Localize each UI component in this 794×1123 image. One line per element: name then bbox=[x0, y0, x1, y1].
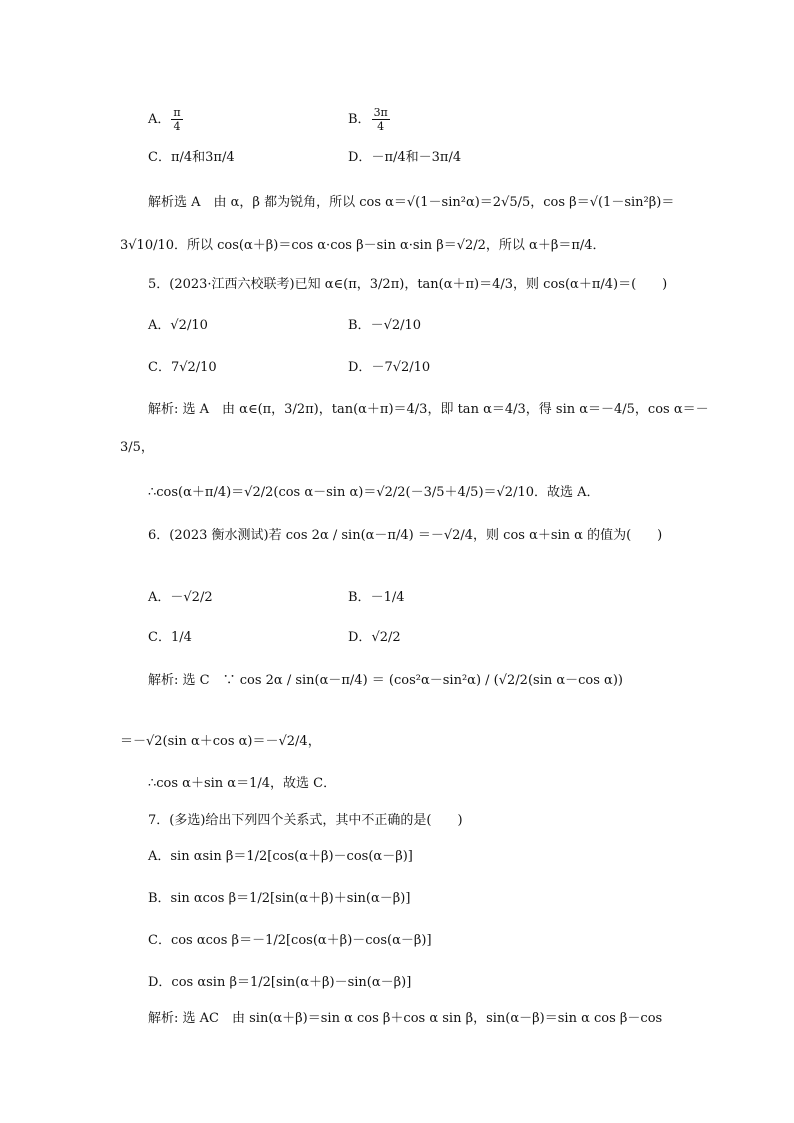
q5-solution-line1: 解析: 选 A 由 α∈(π，3/2π)，tan(α＋π)＝4/3，即 tan α＝4/3，得 sin α＝－4/5，cos α＝－ bbox=[148, 402, 709, 417]
q7-option-a: A．sin αsin β＝1/2[cos(α＋β)－cos(α－β)] bbox=[148, 849, 413, 864]
q5-option-d: D．－7√2/10 bbox=[348, 360, 431, 375]
q7-solution-line1: 解析: 选 AC 由 sin(α＋β)＝sin α cos β＋cos α sin β，sin(α－β)＝sin α cos β－cos bbox=[148, 1011, 663, 1026]
q7-option-d: D．cos αsin β＝1/2[sin(α＋β)－sin(α－β)] bbox=[148, 975, 412, 990]
q6-option-d: D．√2/2 bbox=[348, 630, 401, 645]
q6-stem: 6．(2023 衡水测试)若 cos 2α / sin(α－π/4) ＝－√2/4，则 cos α＋sin α 的值为( ) bbox=[148, 528, 663, 543]
q6-solution-line3: ∴cos α＋sin α＝1/4，故选 C． bbox=[148, 776, 337, 791]
q6-option-a: A．－√2/2 bbox=[148, 590, 213, 605]
q6-option-c: C．1/4 bbox=[148, 630, 192, 645]
q4-option-b: B． $\frac{3\pi}{4}$ bbox=[348, 106, 388, 133]
q5-solution-line3: ∴cos(α＋π/4)＝√2/2(cos α－sin α)＝√2/2(－3/5＋4/5)＝√2/10．故选 A． bbox=[148, 485, 600, 500]
q4-solution-line1: 解析选 A 由 α，β 都为锐角，所以 cos α＝√(1－sin²α)＝2√5/5，cos β＝√(1－sin²β)＝ bbox=[148, 195, 675, 210]
q4-solution-line2: 3√10/10．所以 cos(α＋β)＝cos α·cos β－sin α·sin β＝√2/2，所以 α＋β＝π/4． bbox=[120, 238, 606, 253]
q5-option-a: A．√2/10 bbox=[148, 318, 208, 333]
q5-option-b: B．－√2/10 bbox=[348, 318, 422, 333]
q5-option-c: C．7√2/10 bbox=[148, 360, 217, 375]
q4-option-c: C．π/4和3π/4 bbox=[148, 150, 235, 165]
q5-solution-line2: 3/5， bbox=[120, 440, 154, 455]
q6-option-b: B．－1/4 bbox=[348, 590, 405, 605]
q7-option-b: B．sin αcos β＝1/2[sin(α＋β)＋sin(α－β)] bbox=[148, 891, 411, 906]
q6-solution-line1: 解析: 选 C ∵ cos 2α / sin(α－π/4) ＝ (cos²α－sin²α) / (√2/2(sin α－cos α)) bbox=[148, 673, 623, 688]
q7-option-c: C．cos αcos β＝－1/2[cos(α＋β)－cos(α－β)] bbox=[148, 933, 432, 948]
q5-stem: 5．(2023·江西六校联考)已知 α∈(π，3/2π)，tan(α＋π)＝4/3，则 cos(α＋π/4)＝( ) bbox=[148, 277, 668, 292]
q7-stem: 7．(多选)给出下列四个关系式，其中不正确的是( ) bbox=[148, 813, 463, 828]
q6-solution-line2: ＝－√2(sin α＋cos α)＝－√2/4， bbox=[120, 734, 321, 749]
q4-option-a: A． $\frac{\pi}{4}$ bbox=[148, 106, 181, 133]
q4-option-d: D．－π/4和－3π/4 bbox=[348, 150, 462, 165]
